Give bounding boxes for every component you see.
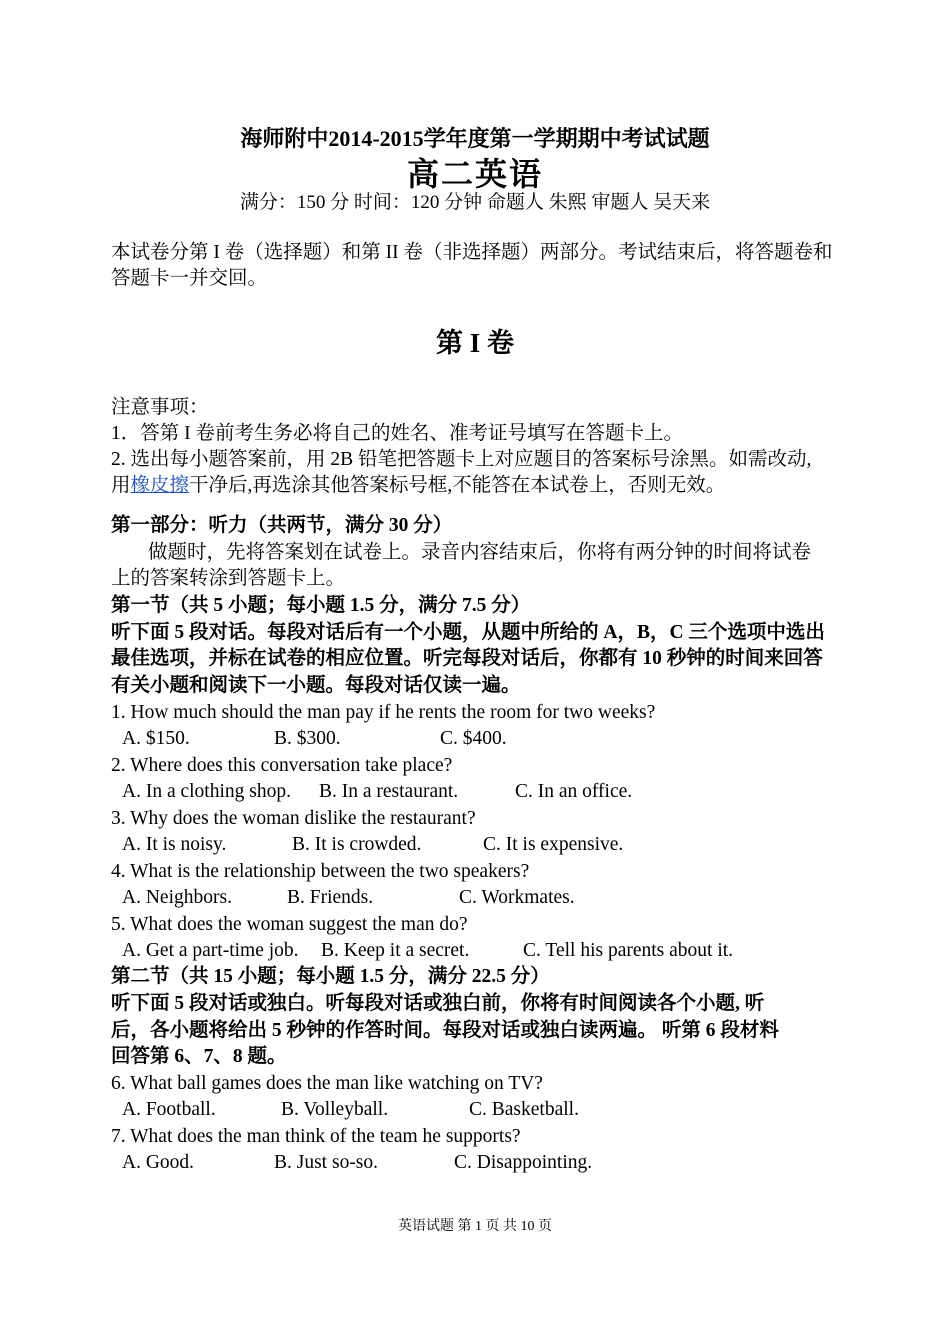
notes-heading: 注意事项： xyxy=(111,397,209,418)
part1-heading: 第一部分：听力（共两节，满分 30 分） xyxy=(111,515,453,536)
option-c: C. Basketball. xyxy=(469,1099,579,1120)
option-c: C. Workmates. xyxy=(459,887,575,908)
question-1: 1. How much should the man pay if he rents the room for two weeks? xyxy=(111,702,656,723)
sec1-instr-line-1: 听下面 5 段对话。每段对话后有一个小题，从题中所给的 A，B，C 三个选项中选出 xyxy=(111,622,825,643)
sec1-instr-line-3: 有关小题和阅读下一小题。每段对话仅读一遍。 xyxy=(111,675,521,696)
question-7: 7. What does the man think of the team he supports? xyxy=(111,1126,521,1147)
option-c: C. Disappointing. xyxy=(454,1152,593,1173)
option-a: A. In a clothing shop. xyxy=(122,781,291,802)
option-b: B. Just so-so. xyxy=(274,1152,379,1173)
sec2-instr-line-2: 后，各小题将给出 5 秒钟的作答时间。每段对话或独白读两遍。 听第 6 段材料 xyxy=(111,1020,779,1041)
question-2: 2. Where does this conversation take place? xyxy=(111,755,453,776)
option-c: C. $400. xyxy=(440,728,507,749)
intro-line-1: 本试卷分第 I 卷（选择题）和第 II 卷（非选择题）两部分。考试结束后，将答题卷和 xyxy=(111,242,833,263)
part1-instr-line-1: 做题时，先将答案划在试卷上。录音内容结束后，你将有两分钟的时间将试卷 xyxy=(148,542,812,563)
option-a: A. It is noisy. xyxy=(122,834,227,855)
option-c: C. It is expensive. xyxy=(483,834,624,855)
option-c: C. In an office. xyxy=(515,781,633,802)
question-6: 6. What ball games does the man like watching on TV? xyxy=(111,1073,543,1094)
option-c: C. Tell his parents about it. xyxy=(523,940,734,961)
intro-line-2: 答题卡一并交回。 xyxy=(111,268,268,289)
notes-item-1: 1．答第 I 卷前考生务必将自己的姓名、准考证号填写在答题卡上。 xyxy=(111,423,683,444)
option-a: A. $150. xyxy=(122,728,190,749)
part1-instr-line-2: 上的答案转涂到答题卡上。 xyxy=(111,568,346,589)
option-b: B. $300. xyxy=(274,728,341,749)
notes-item-2-prefix: 用 xyxy=(111,475,131,496)
sec1-heading: 第一节（共 5 小题；每小题 1.5 分，满分 7.5 分） xyxy=(111,595,531,616)
exam-meta: 满分：150 分 时间：120 分钟 命题人 朱熙 审题人 吴天来 xyxy=(239,192,711,213)
question-3: 3. Why does the woman dislike the restaurant? xyxy=(111,808,476,829)
option-b: B. Friends. xyxy=(287,887,374,908)
option-b: B. It is crowded. xyxy=(292,834,422,855)
sec2-instr-line-1: 听下面 5 段对话或独白。听每段对话或独白前，你将有时间阅读各个小题, 听 xyxy=(111,993,765,1014)
option-a: A. Good. xyxy=(122,1152,195,1173)
question-4: 4. What is the relationship between the two speakers? xyxy=(111,861,530,882)
sec2-heading: 第二节（共 15 小题；每小题 1.5 分，满分 22.5 分） xyxy=(111,966,550,987)
question-5: 5. What does the woman suggest the man do? xyxy=(111,914,468,935)
subject-title: 高二英语 xyxy=(406,156,543,192)
sec2-instr-line-3: 回答第 6、7、8 题。 xyxy=(111,1046,287,1067)
exam-title: 海师附中2014-2015学年度第一学期期中考试试题 xyxy=(240,126,710,151)
sec1-instr-line-2: 最佳选项，并标在试卷的相应位置。听完每段对话后，你都有 10 秒钟的时间来回答 xyxy=(111,648,823,669)
option-a: A. Get a part-time job. xyxy=(122,940,299,961)
eraser-link[interactable]: 橡皮擦 xyxy=(130,475,190,496)
page-footer: 英语试题 第 1 页 共 10 页 xyxy=(398,1219,552,1234)
option-a: A. Neighbors. xyxy=(122,887,232,908)
notes-item-2-line-1: 2. 选出每小题答案前，用 2B 铅笔把答题卡上对应题目的答案标号涂黑。如需改动, xyxy=(111,449,812,470)
option-b: B. In a restaurant. xyxy=(319,781,459,802)
option-a: A. Football. xyxy=(122,1099,216,1120)
notes-item-2-line-2 xyxy=(111,473,725,499)
option-b: B. Keep it a secret. xyxy=(321,940,470,961)
option-b: B. Volleyball. xyxy=(281,1099,389,1120)
section-title: 第 I 卷 xyxy=(435,328,514,358)
notes-item-2-suffix: 干净后,再选涂其他答案标号框,不能答在本试卷上，否则无效。 xyxy=(189,475,726,496)
